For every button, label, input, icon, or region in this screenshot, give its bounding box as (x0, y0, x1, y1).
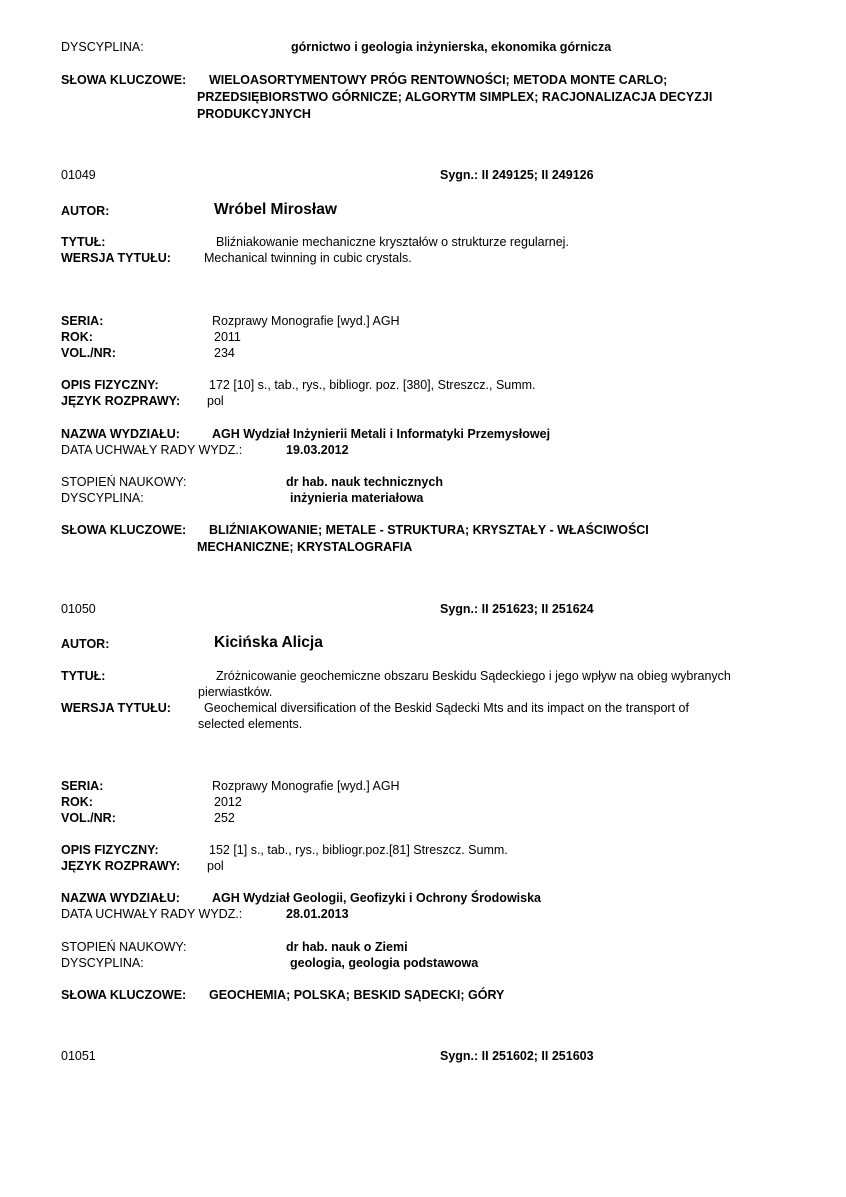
keywords-label: SŁOWA KLUCZOWE: (61, 988, 187, 1002)
language-label: JĘZYK ROZPRAWY: (61, 394, 181, 408)
title-text: Bliźniakowanie mechaniczne kryształów o strukturze regularnej. (216, 235, 569, 249)
title-label: TYTUŁ: (61, 669, 106, 683)
keywords-line: PRZEDSIĘBIORSTWO GÓRNICZE; ALGORYTM SIMPLEX; RACJONALIZACJA DECYZJI (197, 90, 713, 104)
title-version-label: WERSJA TYTUŁU: (61, 701, 171, 715)
language-label: JĘZYK ROZPRAWY: (61, 859, 181, 873)
discipline-label: DYSCYPLINA: (61, 956, 144, 970)
discipline-label: DYSCYPLINA: (61, 491, 144, 505)
discipline-label: DYSCYPLINA: (61, 40, 144, 54)
degree-value: dr hab. nauk technicznych (286, 475, 443, 489)
title-text: pierwiastków. (198, 685, 273, 699)
year-value: 2012 (214, 795, 242, 809)
faculty-value: AGH Wydział Inżynierii Metali i Informatyki Przemysłowej (212, 427, 551, 441)
author-name: Kicińska Alicja (214, 634, 323, 651)
record-signature: Sygn.: II 249125; II 249126 (440, 168, 594, 182)
title-label: TYTUŁ: (61, 235, 106, 249)
keywords-line: BLIŹNIAKOWANIE; METALE - STRUKTURA; KRYSZTAŁY - WŁAŚCIWOŚCI (209, 523, 649, 537)
year-label: ROK: (61, 795, 93, 809)
author-name: Wróbel Mirosław (214, 201, 337, 218)
degree-value: dr hab. nauk o Ziemi (286, 940, 408, 954)
discipline-value: górnictwo i geologia inżynierska, ekonomika górnicza (291, 40, 612, 54)
discipline-value: inżynieria materiałowa (290, 491, 424, 505)
resolution-date-label: DATA UCHWAŁY RADY WYDZ.: (61, 907, 243, 921)
keywords-label: SŁOWA KLUCZOWE: (61, 73, 187, 87)
volume-value: 234 (214, 346, 235, 360)
keywords-line: MECHANICZNE; KRYSTALOGRAFIA (197, 540, 413, 554)
keywords-line: PRODUKCYJNYCH (197, 107, 311, 121)
physical-label: OPIS FIZYCZNY: (61, 378, 159, 392)
title-version-text: Mechanical twinning in cubic crystals. (204, 251, 412, 265)
physical-label: OPIS FIZYCZNY: (61, 843, 159, 857)
series-value: Rozprawy Monografie [wyd.] AGH (212, 779, 400, 793)
record-signature: Sygn.: II 251602; II 251603 (440, 1049, 594, 1063)
record-signature: Sygn.: II 251623; II 251624 (440, 602, 594, 616)
year-label: ROK: (61, 330, 93, 344)
discipline-value: geologia, geologia podstawowa (290, 956, 479, 970)
volume-label: VOL./NR: (61, 346, 116, 360)
keywords-line: WIELOASORTYMENTOWY PRÓG RENTOWNOŚCI; METODA MONTE CARLO; (209, 73, 668, 87)
title-text: Zróżnicowanie geochemiczne obszaru Beskidu Sądeckiego i jego wpływ na obieg wybranych (216, 669, 731, 683)
keywords-label: SŁOWA KLUCZOWE: (61, 523, 187, 537)
resolution-date-value: 28.01.2013 (286, 907, 349, 921)
author-label: AUTOR: (61, 637, 110, 651)
series-value: Rozprawy Monografie [wyd.] AGH (212, 314, 400, 328)
keywords-line: GEOCHEMIA; POLSKA; BESKID SĄDECKI; GÓRY (209, 988, 505, 1002)
resolution-date-label: DATA UCHWAŁY RADY WYDZ.: (61, 443, 243, 457)
title-version-text: selected elements. (198, 717, 303, 731)
language-value: pol (207, 859, 224, 873)
series-label: SERIA: (61, 779, 104, 793)
language-value: pol (207, 394, 224, 408)
faculty-value: AGH Wydział Geologii, Geofizyki i Ochrony Środowiska (212, 891, 541, 905)
volume-label: VOL./NR: (61, 811, 116, 825)
degree-label: STOPIEŃ NAUKOWY: (61, 475, 187, 489)
year-value: 2011 (214, 330, 241, 344)
record-number: 01051 (61, 1049, 96, 1063)
resolution-date-value: 19.03.2012 (286, 443, 349, 457)
faculty-label: NAZWA WYDZIAŁU: (61, 427, 180, 441)
volume-value: 252 (214, 811, 235, 825)
title-version-label: WERSJA TYTUŁU: (61, 251, 171, 265)
series-label: SERIA: (61, 314, 104, 328)
degree-label: STOPIEŃ NAUKOWY: (61, 940, 187, 954)
record-number: 01050 (61, 602, 96, 616)
title-version-text: Geochemical diversification of the Beskid Sądecki Mts and its impact on the transport of (204, 701, 689, 715)
record-number: 01049 (61, 168, 96, 182)
physical-value: 172 [10] s., tab., rys., bibliogr. poz. [380], Streszcz., Summ. (209, 378, 536, 392)
author-label: AUTOR: (61, 204, 110, 218)
faculty-label: NAZWA WYDZIAŁU: (61, 891, 180, 905)
physical-value: 152 [1] s., tab., rys., bibliogr.poz.[81] Streszcz. Summ. (209, 843, 508, 857)
